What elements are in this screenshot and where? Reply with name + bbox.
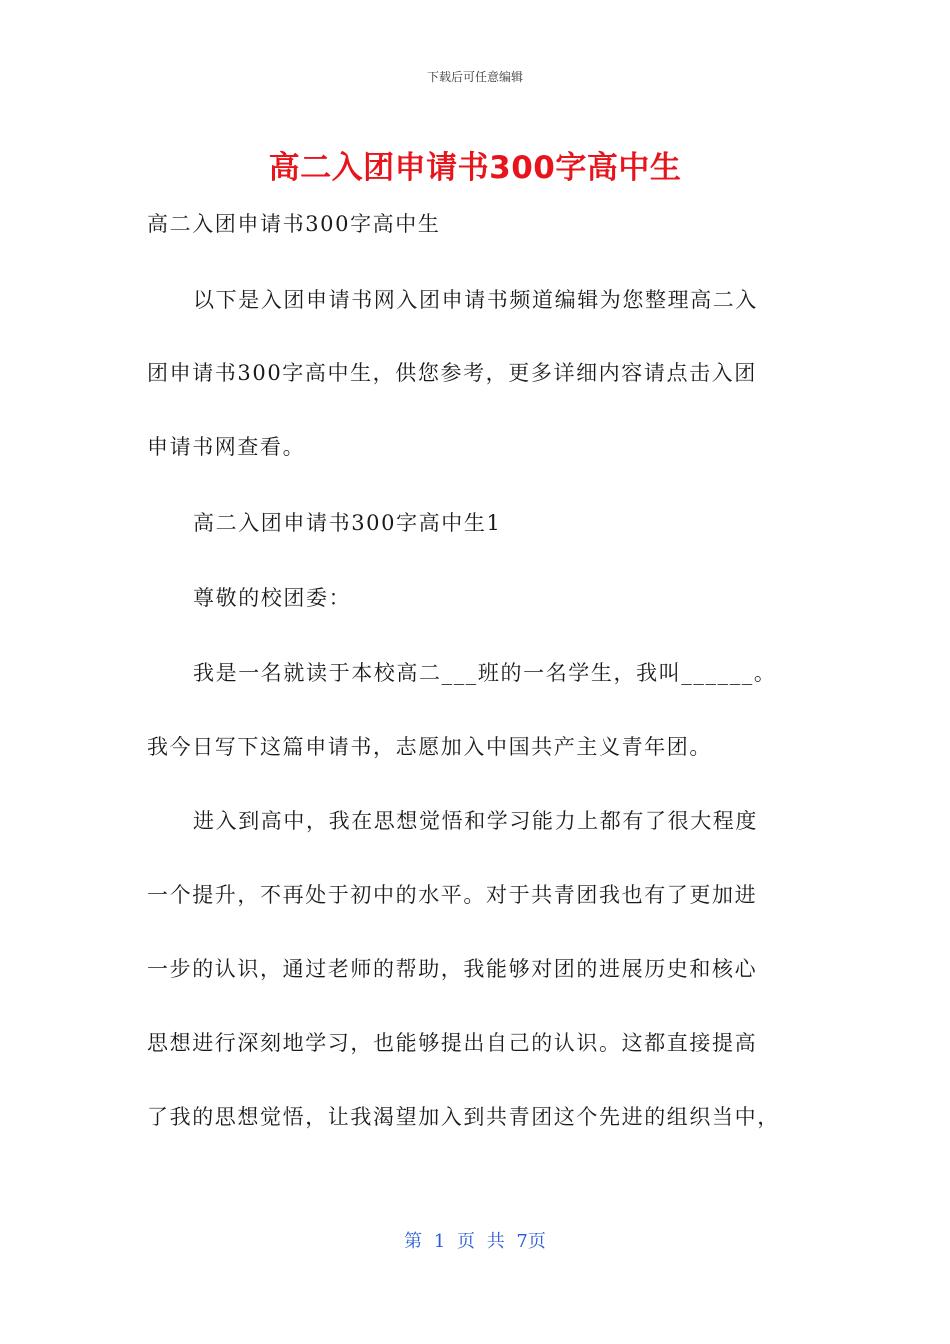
body-line-9: 进入到高中，我在思想觉悟和学习能力上都有了很大程度 bbox=[193, 809, 758, 833]
body-line-13: 了我的思想觉悟，让我渴望加入到共青团这个先进的组织当中， bbox=[147, 1105, 780, 1129]
body-line-7: 我是一名就读于本校高二___班的一名学生，我叫______。 bbox=[193, 661, 777, 685]
body-line-11: 一步的认识，通过老师的帮助，我能够对团的进展历史和核心 bbox=[147, 957, 758, 981]
header-note: 下载后可任意编辑 bbox=[426, 70, 523, 84]
body-line-4: 申请书网查看。 bbox=[147, 435, 306, 459]
body-line-10: 一个提升，不再处于初中的水平。对于共青团我也有了更加进 bbox=[147, 883, 758, 907]
body-line-8: 我今日写下这篇申请书，志愿加入中国共产主义青年团。 bbox=[147, 735, 712, 759]
body-line-12: 思想进行深刻地学习，也能够提出自己的认识。这都直接提高 bbox=[147, 1031, 758, 1055]
body-line-2: 以下是入团申请书网入团申请书频道编辑为您整理高二入 bbox=[193, 288, 758, 312]
body-line-5: 高二入团申请书300字高中生1 bbox=[193, 511, 502, 535]
page-number-footer: 第 1 页 共 7页 bbox=[404, 1231, 546, 1252]
body-line-6: 尊敬的校团委： bbox=[193, 586, 352, 610]
body-line-3: 团申请书300字高中生，供您参考，更多详细内容请点击入团 bbox=[147, 361, 757, 385]
body-line-1: 高二入团申请书300字高中生 bbox=[147, 212, 441, 236]
document-title: 高二入团申请书300字高中生 bbox=[268, 150, 682, 186]
